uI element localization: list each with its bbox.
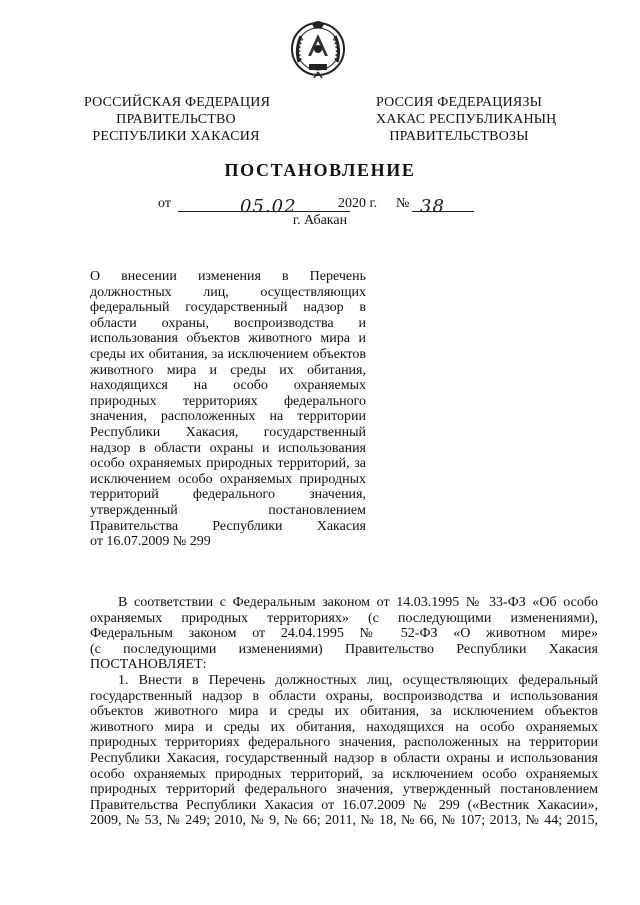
subject-line: территорий федерального значения, <box>90 487 366 503</box>
subject-line: федеральный государственный надзор в <box>90 300 366 316</box>
subject-line: Правительства Республики Хакасия <box>90 518 366 534</box>
body-line: ПОСТАНОВЛЯЕТ: <box>90 657 207 673</box>
subject-line: от 16.07.2009 № 299 <box>90 534 211 550</box>
from-label: от <box>158 196 171 211</box>
subject-line: исключением особо охраняемых природных <box>90 471 366 487</box>
body-line: объектов животного мира и среды их обитания, за исключением объектов <box>90 704 598 720</box>
subject-line: утвержденный постановлением <box>90 502 366 518</box>
subject-line: животного мира и среды их обитания, <box>90 362 366 378</box>
issuer-right-block <box>376 94 557 145</box>
handwritten-number: 38 <box>420 196 445 217</box>
number-label: № <box>396 196 410 211</box>
issuer-left-block <box>84 94 271 145</box>
issuer-right-line: РОССИЯ ФЕДЕРАЦИЯЗЫ <box>376 95 543 110</box>
document-title: ПОСТАНОВЛЕНИЕ <box>224 160 416 180</box>
subject-line: природных территориях федерального <box>90 393 366 409</box>
city-label: г. Абакан <box>292 213 348 228</box>
body-line: животного мира и среды их обитания, находящихся на особо охраняемых <box>90 719 598 735</box>
subject-block <box>90 269 366 550</box>
body-line: природных территорий федерального значения, утвержденный постановлением <box>90 782 598 798</box>
issuer-right-line: ХАКАС РЕСПУБЛИКАНЫҢ <box>376 112 557 127</box>
body-line: Федеральным законом от 24.04.1995 № 52-ФЗ «О животном мире» <box>90 626 598 642</box>
body-line: Республики Хакасия, государственный надзор в области охраны и использования <box>90 750 598 766</box>
subject-line: значения, расположенных на территории <box>90 409 366 425</box>
subject-line: использования объектов животного мира и <box>90 331 366 347</box>
subject-line: Республики Хакасия, государственный <box>90 424 366 440</box>
body-line: В соответствии с Федеральным законом от 14.03.1995 № 33-ФЗ «Об особо <box>118 595 598 610</box>
body-line: (с последующими изменениями) Правительство Республики Хакасия <box>90 641 598 657</box>
coat-of-arms-emblem <box>287 16 349 80</box>
issuer-left-line: РОССИЙСКАЯ ФЕДЕРАЦИЯ <box>84 95 271 110</box>
subject-line: должностных лиц, осуществляющих <box>90 284 366 300</box>
subject-line: надзор в области охраны и использования <box>90 440 366 456</box>
body-line: охраняемых природных территориях» (с последующими изменениями), <box>90 610 598 626</box>
subject-line: находящихся на особо охраняемых <box>90 378 366 394</box>
body-line: особо охраняемых природных территорий, за исключением особо охраняемых <box>90 766 598 782</box>
body-line: государственный надзор в области охраны, воспроизводства и использования <box>90 688 598 704</box>
issuer-left-line: ПРАВИТЕЛЬСТВО <box>116 112 236 127</box>
body-line: Правительства Республики Хакасия от 16.07.2009 № 299 («Вестник Хакасии», <box>90 797 598 813</box>
subject-line: особо охраняемых природных территорий, за <box>90 456 366 472</box>
body-line: 1. Внести в Перечень должностных лиц, осуществляющих федеральный <box>118 672 598 688</box>
handwritten-date: 05.02 <box>240 196 297 217</box>
year-label: 2020 г. <box>338 196 378 211</box>
body-text <box>90 595 598 829</box>
issuer-left-line: РЕСПУБЛИКИ ХАКАСИЯ <box>92 129 260 144</box>
subject-line: среды их обитания, за исключением объектов <box>90 346 366 362</box>
issuer-right-line: ПРАВИТЕЛЬСТВОЗЫ <box>389 129 529 144</box>
body-line: 2009, № 53, № 249; 2010, № 9, № 66; 2011, № 18, № 66, № 107; 2013, № 44; 2015, <box>90 813 598 829</box>
subject-line: О внесении изменения в Перечень <box>90 269 366 284</box>
body-line: природных территориях федерального значения, расположенных на территории <box>90 735 598 751</box>
subject-line: области охраны, воспроизводства и <box>90 315 366 331</box>
